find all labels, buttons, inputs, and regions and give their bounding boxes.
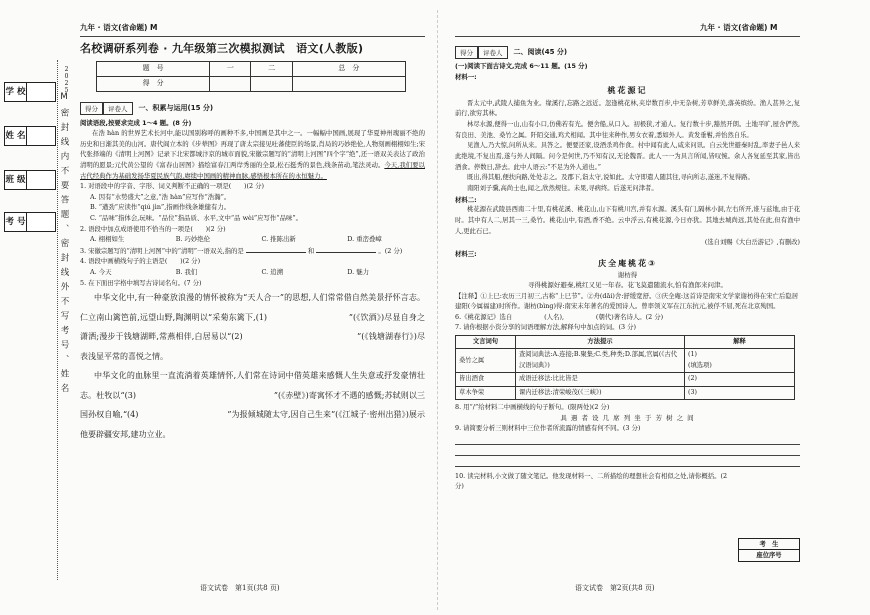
q4-option-a[interactable]: A. 今天 [90, 267, 112, 276]
class-label: 班 级 [5, 171, 27, 189]
classic-para-5: 南阳刘子骥,高尚士也,闻之,欣然规往。未果,寻病终。后遂无问津者。 [467, 185, 658, 193]
q1-option-b[interactable]: B. “遒劲”应读作“qiú jìn”,指画作线条雄健有力。 [90, 203, 231, 212]
score-col-total: 总 分 [292, 61, 405, 76]
row2-answer[interactable]: (2) [685, 373, 795, 387]
col-head-explanation: 解释 [685, 335, 795, 349]
grader2-score-label: 得分 [455, 46, 478, 59]
exam-number-label: 考 号 [5, 213, 27, 231]
row1-method: 查阅词典法:A.连接;B.聚集;C.类,种类;D.部属,官属(《古代汉语词典》) [516, 349, 685, 373]
q1-option-c[interactable]: C. “品味”指体会,玩味。“品位”指品质、水平,文中“品 wèi”应写作“品味”。 [90, 213, 303, 222]
poem-text: 寻得桃源好避秦,桃红又见一年春。花飞莫遣随流水,怕有渔郎来问津。 [527, 281, 728, 290]
section-1-heading: 一、积累与运用(15 分) [138, 103, 214, 112]
q8-sentence[interactable]: 具 遇 者 设 几 席 列 坐 于 芳 树 之 间 [560, 413, 695, 422]
q2-option-b[interactable]: B. 巧妙绝伦 [175, 235, 211, 244]
q3-score: 。(2 分) [378, 246, 403, 255]
binding-strip [0, 60, 70, 600]
page1-header: 九年 · 语文(省命题) M [80, 23, 158, 32]
q8: 8. 用“/”给材料二中画横线的句子断句。(限两处)(2 分) [455, 403, 610, 412]
q4-option-c[interactable]: C. 追溯 [261, 267, 284, 276]
seat-number-box[interactable] [738, 538, 800, 562]
q4: 4. 语段中画横线句子的主语是( )(2 分) [80, 257, 201, 266]
page2-footer: 语文试卷 第2页(共8 页) [575, 584, 655, 592]
q4-option-d[interactable]: D. 魅力 [347, 267, 369, 276]
passage-a: 在浩 hàn 的世界艺术长河中,能以国别称呼的画种不多,中国画是其中之一。一幅幅中国画,展现了华夏神州瑰丽不绝的历史和日渐其美的山河。唐代阎立本的《步辇图》再现了唐太宗接见吐蕃使臣的场景,肖局的巧妙绝伦,人物刻画栩栩如生;宋代张择端的《清明上河图》记录下北宋都城汴京的城市面貌,宋徽宗题写的“清明上河图” [80, 129, 425, 159]
year-mark: 2025 [63, 66, 70, 94]
page-1 [80, 40, 425, 444]
subsection-heading: (一)阅读下面古诗文,完成 6～11 题。(15 分) [455, 62, 588, 70]
grader-score-label: 得分 [80, 102, 103, 115]
row1-phrase: 桑竹之属 [456, 349, 516, 373]
row2-phrase: 皆出酒食 [456, 373, 516, 387]
q1-option-a[interactable]: A. 因有“水势盛大”之意,“浩 hàn”应写作“浩瀚”。 [90, 192, 231, 201]
classic-para-1: 晋太元中,武陵人捕鱼为业。缘溪行,忘路之远近。忽逢桃花林,夹岸数百步,中无杂树,芳草鲜美,落英缤纷。渔人甚异之,复前行,欲穷其林。 [455, 99, 800, 118]
row3-phrase: 草木争荣 [456, 386, 516, 400]
score-cell-1[interactable] [210, 76, 251, 91]
grader-name-label: 评卷人 [103, 102, 133, 115]
q7: 7. 请你根据小资分享的词语理解方法,解释句中加点的词。(3 分) [455, 323, 637, 332]
row3-answer[interactable]: (3) [685, 386, 795, 400]
exam-number-field[interactable] [4, 212, 56, 232]
poem-author: 谢枋得 [617, 270, 638, 279]
material-2-source: (选自刘赐《大白岳游记》,有删改) [704, 239, 800, 247]
page-divider [437, 10, 438, 610]
name-label: 姓 名 [5, 127, 27, 145]
classic-para-2: 林尽水源,便得一山,山有小口,仿佛若有光。便舍船,从口入。初极狭,才通人。复行数十步,豁然开朗。土地平旷,屋舍俨然,有良田、美池、桑竹之属。阡陌交通,鸡犬相闻。其中往来种作,男女衣着,悉如外人。黄发垂髫,并怡然自乐。 [455, 120, 800, 139]
score-col-label: 题 号 [97, 61, 210, 76]
q5-fill-paragraph-1[interactable]: 中华文化中,有一种豪放浪漫的情怀被称为“天人合一”的思想,人们常常借自然美景抒怀言志。仁立南山篱笆前,远望山野,陶渊明以“采菊东篱下,(1) ”(《饮酒》)尽显自身之潇洒;漫步于钱塘湖畔,常燕相伴,白居易以“(2) ”(《钱塘湖春行》)尽表浅显平常的喜悦之情。 [80, 293, 425, 361]
page1-header-rule [80, 36, 425, 37]
q3-blank-2[interactable] [316, 245, 376, 253]
q10: 10. 读完材料,小文做了随文笔记。他发现材料一、二所描绘的理想社会有相似之处,请你概括。(2 分) [455, 471, 728, 491]
grader-box-1 [80, 102, 425, 115]
passage-b: 四个字“绝”,还一语双关表达了政治清明的愿景;元代黄公望的《富春山居图》描绘富春江两岸 [80, 150, 425, 169]
score-col-2: 二 [251, 61, 292, 76]
page-2 [455, 40, 800, 492]
page2-header: 九年 · 语文(省命题) M [700, 23, 778, 32]
word-explanation-table [455, 335, 795, 401]
q1: 1. 对语段中的字音、字形、词义判断不正确的一项是( )(2 分) [80, 182, 264, 191]
q3-blank-1[interactable] [246, 245, 306, 253]
material-2-label: 材料二: [455, 195, 477, 204]
q4-option-b[interactable]: B. 我们 [175, 267, 198, 276]
classic-para-3: 见渔人,乃大惊,问所从来。具答之。便要还家,设酒杀鸡作食。村中闻有此人,咸来问讯。自云先世避秦时乱,率妻子邑人来此绝境,不复出焉,遂与外人间隔。问今是何世,乃不知有汉,无论魏晋。此人一一为具言所闻,皆叹惋。余人各复延至其家,皆出酒食。停数日,辞去。此中人语云:“不足为外人道也。” [455, 142, 800, 171]
classic-para-6: 桃花源在武陵县西南二十里,有桃花溪、桃花山,山下有桃川宫,并有水源。溪头有门,隔林小洞,左右所开,谁与兹地,由于花时。其中有人二,居其一三,桑竹。桃花山中,有酒,香不绝。云中浮云,有桃花源,今日亦犹。其地去城尚远,其处在此,但有渔中人,更此石已。 [455, 206, 800, 235]
seat-label-2: 座位序号 [756, 552, 782, 559]
score-col-1: 一 [210, 61, 251, 76]
q5: 5. 在下面田字格中填写古诗词名句。(7 分) [80, 278, 202, 287]
q9-answer-line-2[interactable] [455, 445, 800, 456]
name-field[interactable] [4, 126, 56, 146]
school-field[interactable] [4, 82, 56, 102]
score-row-label: 得 分 [97, 76, 210, 91]
row2-method: 成语迁移法:比比皆是 [516, 373, 685, 387]
classic-para-4: 既出,得其船,便扶向路,处处志之。及郡下,诣太守,说如此。太守即遣人随其往,寻向所志,遂迷,不复得路。 [467, 174, 754, 182]
q9: 9. 请简要分析三则材料中三位作者所流露的情感有何不同。(3 分) [455, 424, 641, 433]
school-label: 学 校 [5, 83, 27, 101]
q5-fill-paragraph-2[interactable]: 中华文化的血脉里一直流淌着英雄情怀,人们常在诗词中借英雄来感慨人生失意或抒发豪情壮志。杜牧以“(3) ”(《赤壁》)寄寓怀才不遇的感慨;苏轼则以三国孙权自喻,“(4) ”为报倾城随太守,因自己生来”(《江城子·密州出猎》)展示他要辟疆安邦,建功立业。 [80, 371, 425, 439]
q2: 2. 语段中加点成语使用不恰当的一项是( )(2 分) [80, 224, 226, 233]
poem-notes: 【注释】①上巳:农历三月初三,古称“上巳节”。②舟(dāi)舍:舒缓宽舒。③庆全庵:这首诗是南宋文学家谢枋得在宋亡后隐居建阳(今属福建)时所作。谢枋(bìng)得:南宋末年著名的爱国诗人。曾率领义军在江东抗元,被俘不屈,死在北京殉国。 [455, 291, 799, 311]
material-1-title: 桃花源记 [607, 86, 648, 95]
score-cell-2[interactable] [251, 76, 292, 91]
q2-option-d[interactable]: D. 重峦叠嶂 [347, 235, 382, 244]
exam-title: 名校调研系列卷 · 九年级第三次模拟测试 语文(人教版) [80, 42, 364, 55]
col-head-phrase: 文言词句 [456, 335, 516, 349]
col-head-method: 方法提示 [516, 335, 685, 349]
seal-warning: M密封线内不要答题、密封线外不写考号、姓名 [59, 92, 69, 398]
page1-footer: 语文试卷 第1页(共8 页) [200, 584, 280, 592]
q2-option-a[interactable]: A. 栩栩如生 [90, 235, 125, 244]
passage-underlined: 今天,我们要以古代经典作为基础发扬华夏民族气韵,赓续中国画的精神血脉,感悟根本所在的永恒魅力。 [80, 160, 426, 180]
score-table [96, 61, 406, 92]
q9-answer-line-3[interactable] [455, 456, 800, 467]
reading-intro: 阅读语段,按要求完成 1～4 题。(8 分) [80, 118, 192, 127]
material-3-title: 庆全庵桃花③ [598, 259, 657, 269]
row1-answer[interactable]: (1) (填选项) [685, 349, 795, 373]
grader2-name-label: 评卷人 [478, 46, 508, 59]
q9-answer-line-1[interactable] [455, 434, 800, 445]
grader-box-2 [455, 46, 800, 59]
class-field[interactable] [4, 170, 56, 190]
q4-options [80, 267, 425, 278]
row3-method: 课内迁移法:清荣峻茂(《三峡》) [516, 386, 685, 400]
passage-tail: 秀丽的全景,松石挺秀的景色,线条苗动,笔法灵动。 [243, 160, 385, 169]
q3-and: 和 [307, 246, 315, 255]
page2-header-rule [455, 36, 800, 37]
section-2-heading: 二、阅读(45 分) [513, 48, 568, 57]
q3 [80, 245, 425, 257]
score-cell-total[interactable] [292, 76, 405, 91]
seat-label-1: 考 生 [739, 539, 799, 550]
material-1-label: 材料一: [455, 72, 477, 81]
q6[interactable]: 6.《桃花源记》选自 (人名), (朝代)著名诗人。(2 分) [455, 312, 664, 321]
q3-text: 3. 宋徽宗题写的“清明上河图”中的“清明”一语双关,指的是 [80, 246, 244, 255]
material-3-label: 材料三: [455, 249, 477, 258]
q2-option-c[interactable]: C. 推陈出新 [261, 235, 296, 244]
q2-options [80, 234, 425, 245]
passage [80, 128, 425, 181]
